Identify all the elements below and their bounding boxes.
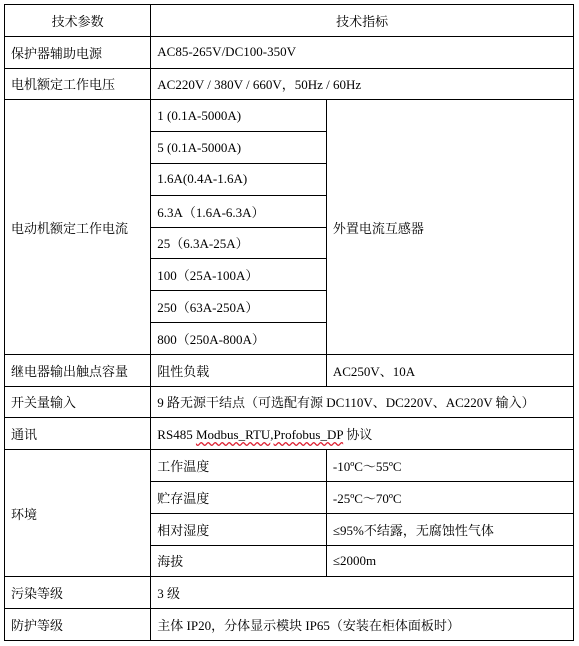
comm-suffix: 协议 bbox=[343, 427, 373, 443]
motor-current-range: 250（63A-250A） bbox=[151, 291, 327, 323]
env-item-name: 相对湿度 bbox=[151, 513, 327, 545]
row-protection bbox=[5, 609, 574, 641]
protection-label: 防护等级 bbox=[5, 609, 151, 641]
row-relay bbox=[5, 354, 574, 386]
motor-current-range: 6.3A（1.6A-6.3A） bbox=[151, 195, 327, 227]
header-row bbox=[5, 5, 574, 37]
row-pollution bbox=[5, 577, 574, 609]
relay-label: 继电器输出触点容量 bbox=[5, 354, 151, 386]
pollution-value: 3 级 bbox=[151, 577, 574, 609]
spec-table bbox=[4, 4, 574, 641]
row-comm bbox=[5, 418, 574, 450]
motor-current-label: 电动机额定工作电流 bbox=[5, 100, 151, 354]
row-motor-voltage bbox=[5, 68, 574, 100]
env-item-value: ≤95%不结露，无腐蚀性气体 bbox=[326, 513, 573, 545]
env-item-name: 工作温度 bbox=[151, 450, 327, 482]
row-motor-current-1 bbox=[5, 100, 574, 132]
environment-label: 环境 bbox=[5, 450, 151, 577]
comm-prefix: RS485 bbox=[157, 427, 196, 443]
header-param: 技术参数 bbox=[5, 5, 151, 37]
relay-load: 阻性负载 bbox=[151, 354, 327, 386]
protection-value: 主体 IP20，分体显示模块 IP65（安装在柜体面板时） bbox=[151, 609, 574, 641]
comm-value bbox=[151, 418, 574, 450]
env-item-name: 海拔 bbox=[151, 545, 327, 577]
relay-value: AC250V、10A bbox=[326, 354, 573, 386]
power-supply-value: AC85-265V/DC100-350V bbox=[151, 36, 574, 68]
motor-current-range: 5 (0.1A-5000A) bbox=[151, 132, 327, 164]
env-item-value: ≤2000m bbox=[326, 545, 573, 577]
comm-profibus: Profobus_DP bbox=[273, 427, 344, 443]
row-env-1 bbox=[5, 450, 574, 482]
motor-current-note: 外置电流互感器 bbox=[326, 100, 573, 354]
power-supply-label: 保护器辅助电源 bbox=[5, 36, 151, 68]
motor-current-range: 100（25A-100A） bbox=[151, 259, 327, 291]
motor-voltage-value: AC220V / 380V / 660V，50Hz / 60Hz bbox=[151, 68, 574, 100]
comm-sep: , bbox=[270, 427, 274, 443]
env-item-name: 贮存温度 bbox=[151, 481, 327, 513]
switch-input-label: 开关量输入 bbox=[5, 386, 151, 418]
comm-label: 通讯 bbox=[5, 418, 151, 450]
motor-current-range: 25（6.3A-25A） bbox=[151, 227, 327, 259]
row-power-supply bbox=[5, 36, 574, 68]
env-item-value: -25ºC～70ºC bbox=[326, 481, 573, 513]
motor-voltage-label: 电机额定工作电压 bbox=[5, 68, 151, 100]
env-item-value: -10ºC～55ºC bbox=[326, 450, 573, 482]
pollution-label: 污染等级 bbox=[5, 577, 151, 609]
row-switch-input bbox=[5, 386, 574, 418]
switch-input-value: 9 路无源干结点（可选配有源 DC110V、DC220V、AC220V 输入） bbox=[151, 386, 574, 418]
header-spec: 技术指标 bbox=[151, 5, 574, 37]
comm-modbus: Modbus_RTU bbox=[195, 427, 271, 443]
motor-current-range: 1 (0.1A-5000A) bbox=[151, 100, 327, 132]
motor-current-range: 1.6A(0.4A-1.6A) bbox=[151, 163, 327, 195]
motor-current-range: 800（250A-800A） bbox=[151, 322, 327, 354]
